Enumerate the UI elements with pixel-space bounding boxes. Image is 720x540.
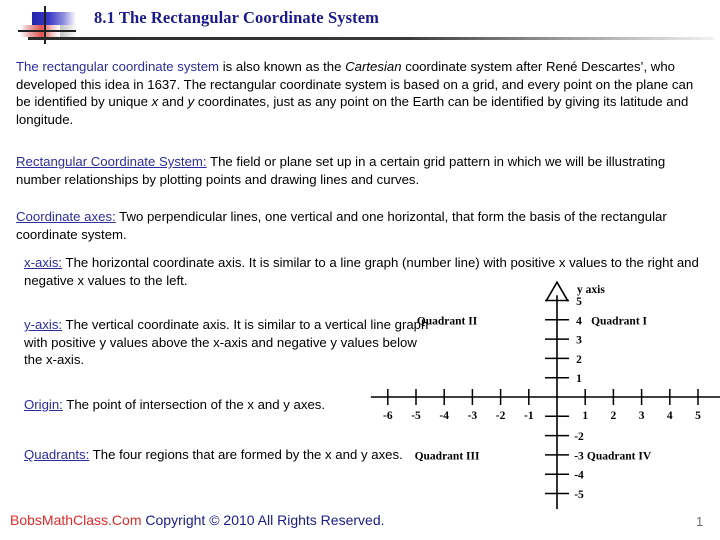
footer [10, 512, 385, 528]
y-axis-tick-label: -2 [574, 431, 584, 444]
definition-y-axis: The vertical coordinate axis. It is similar to a vertical line graph with positive y values above the x-axis and negative y values below the x-axis. [24, 317, 429, 368]
x-axis-tick-label: -3 [467, 410, 478, 422]
x-axis-tick-label: 2 [610, 410, 617, 422]
y-axis-tick-label: -5 [574, 489, 584, 501]
quadrant-label: Quadrant IV [586, 450, 652, 463]
decoration-horizontal-line [18, 30, 76, 32]
y-axis-tick-label: 4 [576, 315, 582, 328]
decoration-blue-bar [32, 12, 76, 25]
x-axis-tick-label: 4 [666, 410, 673, 422]
footer-copyright: Copyright © 2010 All Rights Reserved. [141, 512, 385, 528]
intro-variable-y: y [187, 94, 195, 110]
paragraph-intro [16, 58, 710, 128]
term-coordinate-axes: Coordinate axes: [16, 209, 116, 224]
x-axis-tick-label: 1 [582, 410, 589, 422]
term-rectangular-coordinate-system-heading: Rectangular Coordinate System: [16, 154, 207, 169]
x-axis-tick-label: 3 [638, 410, 645, 422]
definition-quadrants: The four regions that are formed by the x and y axes. [89, 447, 403, 462]
x-axis-tick-label: 5 [695, 410, 701, 422]
intro-text-a: is also known as the [219, 59, 346, 74]
quadrant-label: Quadrant I [591, 315, 648, 328]
y-axis-tick-label: 2 [576, 353, 582, 366]
y-axis-tick-label: 5 [576, 296, 582, 308]
term-origin: Origin: [24, 397, 63, 412]
header-divider [28, 37, 714, 40]
paragraph-origin [24, 396, 434, 414]
y-axis-tick-label: -3 [574, 450, 584, 463]
paragraph-y-axis [24, 316, 434, 369]
x-axis-tick-label: -5 [411, 410, 421, 422]
x-axis-tick-label: -4 [439, 410, 449, 422]
coordinate-plane-svg [383, 278, 720, 501]
y-axis-tick-label: 3 [576, 334, 582, 347]
definition-rectangular-coordinate-system: The field or plane set up in a certain grid pattern in which we will be illustrating number relationships by plotting points and drawing lines and curves. [16, 154, 666, 187]
x-axis-tick-label: -6 [383, 410, 393, 422]
intro-text-c: and [158, 94, 188, 110]
paragraph-rectangular-coordinate-system [16, 153, 710, 188]
term-y-axis: y-axis: [24, 317, 63, 332]
intro-text-b: coordinate system after René Descartes’, who developed this idea in 1637. The rectangular coordinate system is based on a grid, and every point on the plane can be identified by unique [16, 59, 694, 110]
page-title: 8.1 The Rectangular Coordinate System [94, 8, 379, 27]
term-quadrants: Quadrants: [24, 447, 90, 462]
intro-text-d: coordinates, just as any point on the Earth can be identified by giving its latitude and longitude. [16, 94, 689, 127]
term-x-axis: x-axis: [24, 255, 63, 270]
y-axis-tick-label: 1 [576, 373, 582, 386]
paragraph-quadrants [24, 446, 424, 464]
x-axis-tick-label: -2 [495, 410, 506, 422]
slide-header [0, 0, 720, 48]
y-axis-tick-label: -4 [574, 469, 584, 482]
definition-coordinate-axes: Two perpendicular lines, one vertical and one horizontal, that form the basis of the rectangular coordinate system. [16, 209, 667, 242]
intro-variable-x: x [151, 94, 159, 110]
footer-brand: BobsMathClass.Com [10, 512, 142, 528]
quadrant-label: Quadrant III [414, 450, 480, 463]
quadrant-label: Quadrant II [416, 315, 478, 328]
definition-x-axis: The horizontal coordinate axis. It is similar to a line graph (number line) with positive x values to the right and negative x values to the left. [24, 255, 699, 288]
paragraph-coordinate-axes [16, 208, 710, 243]
intro-emphasis-cartesian: Cartesian [345, 59, 402, 74]
x-axis-tick-label: -1 [524, 410, 534, 422]
term-rectangular-coordinate-system: The rectangular coordinate system [16, 59, 220, 74]
cartesian-coordinate-plane-diagram [383, 278, 720, 501]
definition-origin: The point of intersection of the x and y axes. [62, 397, 326, 412]
y-axis-label: y axis [577, 284, 605, 297]
page-number: 1 [696, 514, 704, 529]
